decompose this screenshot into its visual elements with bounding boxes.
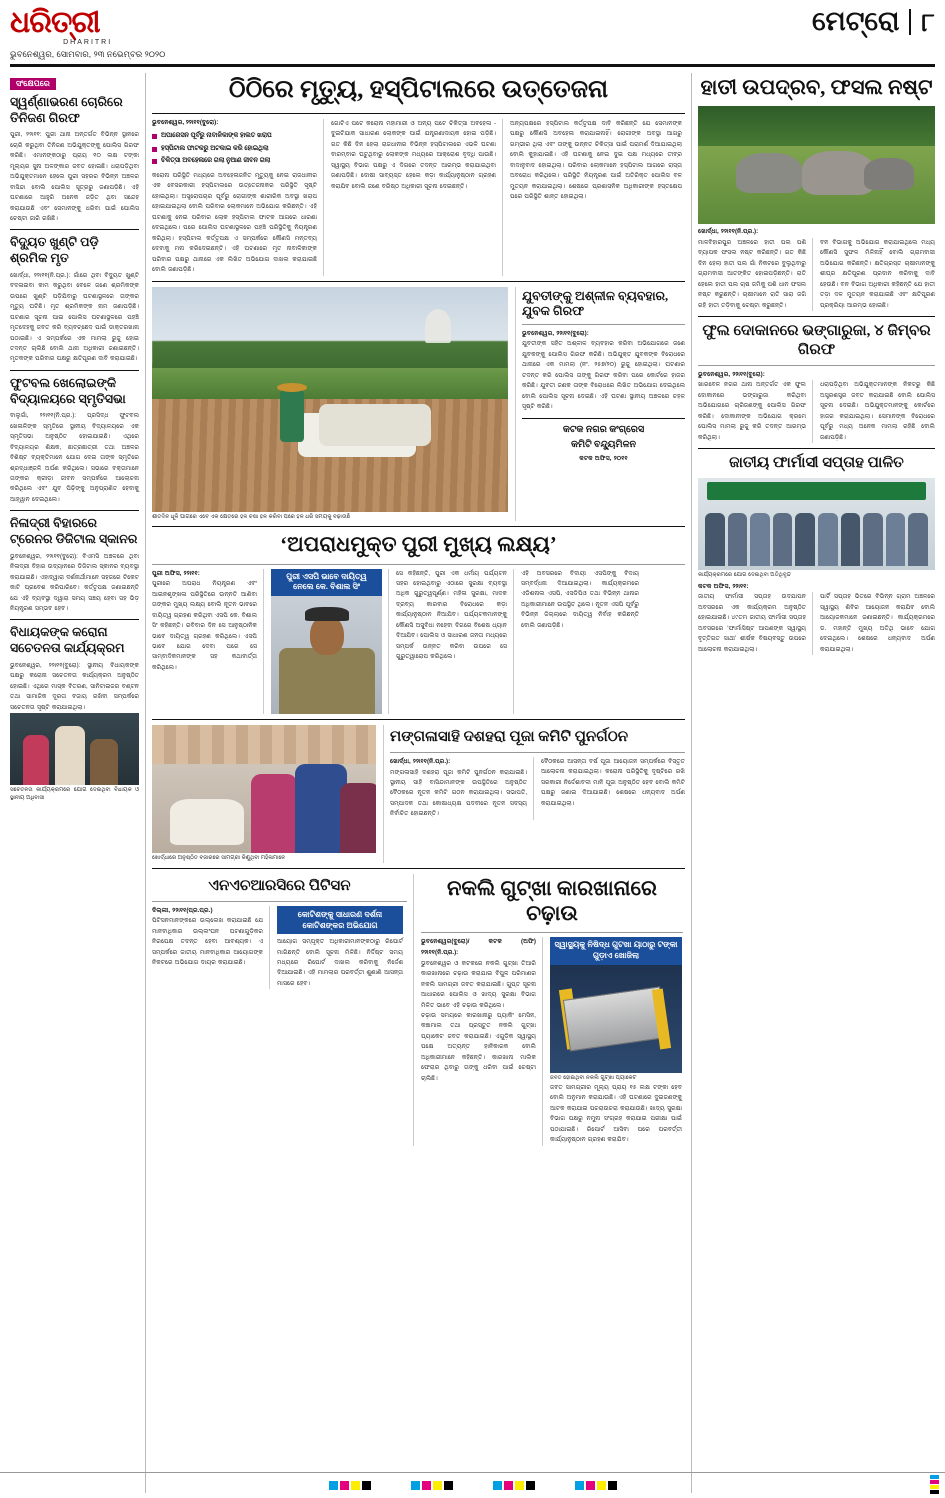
- congress-headline-line1: କଟକ ନଗର କଂଗ୍ରେସ: [562, 424, 645, 435]
- nhrc-headline: ଏନଏଚଆରସିରେ ପିଟିସନ: [208, 877, 351, 894]
- logo-text: ଧରିତ୍ରୀ: [10, 6, 100, 39]
- gutkha-article: [421, 874, 683, 1146]
- nhrc-col-2: ଆୟୋଗ ସମ୍ପୃକ୍ତ ଅଧିକାରୀମାନଙ୍କଠାରୁ ରିପୋର୍ଟ ମାଗିଛନ୍ତି ବୋଲି ସୂଚନା ମିଳିଛି। ନିର୍ଦ୍ଦିଷ୍ଟ ସମୟ ମଧ୍ୟରେ ରିପୋର୍ଟ ଦାଖଲ କରିବାକୁ ନିର୍ଦ୍ଦେଶ ଦିଆଯାଇଛି। ଏହି ମାମଲାର ପରବର୍ତ୍ତୀ ଶୁଣାଣି ଆସନ୍ତା ମାସରେ ହେବ।: [277, 938, 403, 987]
- gutkha-photo-caption: ଜବତ ହୋଇଥିବା ନକଲି ଗୁଟ୍‌ଖା ପ୍ୟାକେଟ: [550, 1074, 637, 1081]
- section-header: [812, 8, 935, 35]
- pharmacy-group-photo: [698, 478, 935, 570]
- dashahara-headline: ମଙ୍ଗଳାସାହି ଦଶହରା ପୂଜା କମିଟି ପୁନର୍ଗଠନ: [390, 729, 629, 746]
- color-swatch: [575, 1481, 617, 1490]
- brief-body: ଭୁବନେଶ୍ୱର, ୨୨ା୧୧(ବୁରୋ): ବିଏମସି ଅଞ୍ଚଳରେ ଥିବା ନିଳାଦ୍ରୀ ବିହାର ଉଦ୍ୟାନରେ ଡିଜିଟାଲ ସ୍କାନର ବ୍ୟବସ୍ଥା କରାଯାଇଛି। ଏହାଦ୍ୱାରା ଦର୍ଶନାର୍ଥୀମାନେ ସହଜରେ ଟିକେଟ କାଟି ପ୍ରବେଶ କରିପାରିବେ। କର୍ତ୍ତୃପକ୍ଷ ଜଣାଇଛନ୍ତି ଯେ ଏହି ବ୍ୟବସ୍ଥା ଦ୍ୱାରା ସମୟ ସଞ୍ଚୟ ହେବା ସହ ଭିଡ଼ ନିୟନ୍ତ୍ରଣ ସମ୍ଭବ ହେବ।: [10, 552, 139, 612]
- elephant-photo: [698, 106, 935, 224]
- protest-photo: [10, 713, 139, 785]
- ploughing-photo: [152, 287, 508, 512]
- brief-headline: ଫୁଟବଲ ଖେଲୋଇଙ୍କି ବିଦ୍ୟାଳୟରେ ସ୍ମୃତିସଭା: [10, 375, 126, 406]
- police-officer-photo: [271, 596, 382, 714]
- brief-item: [10, 516, 139, 614]
- right-column: [691, 73, 935, 1493]
- lead-col-3: ଅନ୍ୟପକ୍ଷରେ ହସ୍ପିଟାଲ କର୍ତ୍ତୃପକ୍ଷ ଦାବି କରିଛନ୍ତି ଯେ ସେମାନଙ୍କ ପକ୍ଷରୁ କୌଣସି ଅବହେଳା କରାଯାଇନାହିଁ। ରୋଗୀଙ୍କ ଅବସ୍ଥା ଆଗରୁ ଗମ୍ଭୀର ଥିଲା ଏବଂ ତାଙ୍କୁ ଉନ୍ନତ ଚିକିତ୍ସା ପାଇଁ ପରାମର୍ଶ ଦିଆଯାଇଥିଲା ବୋଲି କୁହାଯାଇଛି। ଏହି ଘଟଣାକୁ ନେଇ ଦୁଇ ପକ୍ଷ ମଧ୍ୟରେ ତୀବ୍ର ବାଦାନୁବାଦ ହୋଇଥିଲା। ପରିବାର ଲୋକମାନେ ହସ୍ପିଟାଲ ଆଗରେ ରାସ୍ତା ଅବରୋଧ କରିଥିଲେ। ପରିସ୍ଥିତି ନିୟନ୍ତ୍ରଣ ପାଇଁ ଅତିରିକ୍ତ ପୋଲିସ ବଳ ମୁତୟନ କରାଯାଇଥିଲା। ଶେଷରେ ପ୍ରଶାସନିକ ଅଧିକାରୀଙ୍କ ହସ୍ତକ୍ଷେପ ପରେ ପରିସ୍ଥିତି ଶାନ୍ତ ହୋଇଥିଲା।: [510, 120, 682, 201]
- flower-headline: ଫୁଲ ଦୋକାନରେ ଭଙ୍ଗାରୁଜା, ୪ ଜିମ୍ବର ଗିରଫ: [702, 323, 931, 358]
- middle-column: [145, 73, 685, 1493]
- elephant-headline: ହାତୀ ଉପଦ୍ରବ, ଫସଲ ନଷ୍ଟ: [700, 75, 933, 99]
- corner-registration-marks: [930, 1475, 939, 1494]
- congress-dateline: କଟକ ଅଫିସ, ୨୦୧୧: [579, 455, 628, 463]
- gutkha-headline: ନକଲି ଗୁଟ୍‌ଖା କାରଖାନାରେ ଚଢ଼ାଉ: [447, 875, 657, 926]
- lead-bullet: ଚିକିତ୍ସା ଅବହେଳାରେ ଗଲା ନୁଆଣ ଜୀବନ ଗଲା: [152, 156, 317, 166]
- flower-col-1: ଖାରବେଳ ନଗର ଥାନା ଅନ୍ତର୍ଗତ ଏକ ଫୁଲ ଦୋକାନରେ ଭଙ୍ଗାରୁଜା କରିଥିବା ଅଭିଯୋଗରେ ଚାରିଜଣଙ୍କୁ ପୋଲିସ ଗିରଫ କରିଛି। ଦୋକାନୀଙ୍କ ଅଭିଯୋଗ କ୍ରମେ ପୋଲିସ ମାମଲା ରୁଜୁ କରି ତଦନ୍ତ ଆରମ୍ଭ କରିଥିଲା।: [698, 380, 813, 443]
- nhrc-dateline: ଦିଲ୍ଲୀ, ୨୨ା୧୧(ପ୍ର.ପ୍ର.): [152, 906, 213, 914]
- edition-dateline: ଭୁବନେଶ୍ୱର, ସୋମବାର, ୨୩ ନଭେମ୍ବର ୨୦୨୦: [10, 49, 166, 59]
- dashahara-col-1: ମଙ୍ଗଳାସାହି ଦଶହରା ପୂଜା କମିଟି ପୁନର୍ଗଠନ କରାଯାଇଛି। ସ୍ଥାନୀୟ ସାହି ବାସିନ୍ଦାମାନଙ୍କ ଉପସ୍ଥିତିରେ ଅନୁଷ୍ଠିତ ବୈଠକରେ ନୂତନ କମିଟି ଗଠନ କରାଯାଇଥିଲା। ସଭାପତି, ସମ୍ପାଦକ ତଥା କୋଷାଧ୍ୟକ୍ଷ ପଦବୀରେ ନୂତନ ସଦସ୍ୟ ନିର୍ବାଚିତ ହୋଇଛନ୍ତି।: [390, 768, 528, 818]
- lead-col-2: ଗୋଟିଏ ପଟେ କରୋନା ମହାମାରୀ ଓ ଅନ୍ୟ ପଟେ ଚିକିତ୍ସା ଅବହେଳା - ଦୁଇଟିଯାକ ସାଧାରଣ ଲୋକଙ୍କ ପାଇଁ ଯନ୍ତ୍ରଣାଦାୟକ ହୋଇ ପଡ଼ିଛି। ଗତ କିଛି ଦିନ ହେଲା ରାଜଧାନୀର ବିଭିନ୍ନ ହସ୍ପିଟାଲରେ ଏଭଳି ଘଟଣା ବାରମ୍ବାର ଘଟୁଥିବାରୁ ଲୋକଙ୍କ ମଧ୍ୟରେ ଆକ୍ରୋଶ ବୃଦ୍ଧି ପାଉଛି। ସ୍ୱାସ୍ଥ୍ୟ ବିଭାଗ ପକ୍ଷରୁ ଏ ଦିଗରେ ତଦନ୍ତ ଆରମ୍ଭ କରାଯାଇଥିବା ଜଣାପଡ଼ିଛି। ଦୋଷୀ ସାବ୍ୟସ୍ତ ହେଲେ କଡ଼ା କାର୍ଯ୍ୟାନୁଷ୍ଠାନ ଗ୍ରହଣ କରାଯିବ ବୋଲି ଜଣେ ବରିଷ୍ଠ ଅଧିକାରୀ ସୂଚନା ଦେଇଛନ୍ତି।: [331, 119, 503, 276]
- gutkha-packet-photo: [550, 965, 682, 1073]
- gutkha-col-3: ଜବତ ସାମଗ୍ରୀର ମୂଲ୍ୟ ପ୍ରାୟ ୧୫ ଲକ୍ଷ ଟଙ୍କା ହେବ ବୋଲି ଅନୁମାନ କରାଯାଉଛି। ଏହି ଘଟଣାରେ ଦୁଇଜଣଙ୍କୁ ଆଟକ କରାଯାଇ ପଚରାଉଚରା କରାଯାଉଛି। ଖାଦ୍ୟ ସୁରକ୍ଷା ବିଭାଗ ପକ୍ଷରୁ ନମୁନା ସଂଗ୍ରହ କରାଯାଇ ପରୀକ୍ଷା ପାଇଁ ପଠାଯାଇଛି। ରିପୋର୍ଟ ଆସିବା ପରେ ପରବର୍ତ୍ତୀ କାର୍ଯ୍ୟାନୁଷ୍ଠାନ ଗ୍ରହଣ କରାଯିବ।: [550, 1083, 682, 1144]
- page-number: ୮: [909, 9, 935, 35]
- gutkha-photo-blue-caption: ସ୍ୱାସ୍ଥ୍ୟକୁ ନିଷିଦ୍ଧ ଗୁଟଖା ୟାଠାରୁ ଟଙ୍କା ଗୁଡ଼ାଏ ଖୋଜିଲା: [550, 937, 682, 965]
- pharmacy-col-2: ପାର୍ଟି ସପ୍ତାହ ଭିତରେ ବିଭିନ୍ନ ଗ୍ରାମ ଅଞ୍ଚଳରେ ସ୍ୱାସ୍ଥ୍ୟ ଶିବିର ଆୟୋଜନ କରାଯିବ ବୋଲି ଆୟୋଜକମାନେ ଜଣାଇଛନ୍ତି। କାର୍ଯ୍ୟକ୍ରମରେ ଡ. ମହାନ୍ତି ମୁଖ୍ୟ ଅତିଥି ଭାବେ ଯୋଗ ଦେଇଥିଲେ। ଶେଷରେ ଧନ୍ୟବାଦ ଅର୍ପଣ କରାଯାଇଥିଲା।: [820, 593, 935, 653]
- brief-body: ପୁରୀ, ୨୨ା୧୧: ପୁରୀ ଥାନା ଅନ୍ତର୍ଗତ ବିଭିନ୍ନ ସ୍ଥାନରେ ଚୋରି କରୁଥିବା ତିନିଜଣ ଅଭିଯୁକ୍ତଙ୍କୁ ପୋଲିସ ଗିରଫ କରିଛି। ଏମାନଙ୍କଠାରୁ ପ୍ରାୟ ୧୦ ଲକ୍ଷ ଟଙ୍କା ମୂଲ୍ୟର ସୁନା ଅଳଙ୍କାର ଜବତ ହୋଇଛି। ଧରାପଡ଼ିଥିବା ଅଭିଯୁକ୍ତମାନେ ହେଲେ ପୁରୀ ସହରର ବିଭିନ୍ନ ଅଞ୍ଚଳର ବାସିନ୍ଦା ବୋଲି ପୋଲିସ ସୂତ୍ରରୁ ଜଣାପଡ଼ିଛି। ଏହି ଘଟଣାରେ ଆହୁରି ଅନେକ ଜଡ଼ିତ ଥିବା ସନ୍ଦେହ କରାଯାଉଛି ଏବଂ ସେମାନଙ୍କୁ ଧରିବା ପାଇଁ ପୋଲିସ ଚେଷ୍ଟା ଜାରି ରଖିଛି।: [10, 131, 139, 222]
- pharmacy-dateline: କଟକ ଅଫିସ, ୨୨ା୧୧:: [698, 582, 749, 590]
- lead-bullet: ଅପାରେସନ ପୂର୍ବରୁ ନାବାଳିକାଙ୍କ ହାଲତ ଖରାପ: [152, 131, 317, 141]
- pharmacy-body: [698, 592, 935, 655]
- nhrc-article: [152, 874, 414, 1146]
- youth-arrest-headline: ଯୁବତୀଙ୍କୁ ଅଶ୍ଳୀଳ ବ୍ୟବହାର, ଯୁବକ ଗିରଫ: [522, 288, 669, 319]
- officer-photo-block: [271, 569, 389, 715]
- dashahara-col-2: ବୈଠକରେ ଆସନ୍ତା ବର୍ଷ ପୂଜା ଆୟୋଜନ ସମ୍ପର୍କରେ ବିସ୍ତୃତ ଆଲୋଚନା କରାଯାଇଥିଲା। କରୋନା ପରିସ୍ଥିତିକୁ ଦୃଷ୍ଟିରେ ରଖି ସରକାରୀ ନିର୍ଦ୍ଦେଶାବଳୀ ମାନି ପୂଜା ଅନୁଷ୍ଠିତ ହେବ ବୋଲି କମିଟି ପକ୍ଷରୁ ଜଣାଇ ଦିଆଯାଇଛି। ଶେଷରେ ଧନ୍ୟବାଦ ଅର୍ପଣ କରାଯାଇଥିଲା।: [541, 757, 685, 807]
- lead-bullet: ହସ୍ପିଟାଲ ଫାଟକରୁ ଅଟକାଇ କରି ହୋଇଥିଲା: [152, 144, 317, 154]
- gutkha-col-1: ଭୁବନେଶ୍ୱର ଓ କଟକରେ ନକଲି ଗୁଟ୍‌ଖା ତିଆରି କାରଖାନାରେ ଚଢ଼ାଉ କରାଯାଇ ବିପୁଳ ପରିମାଣର ନକଲି ସାମଗ୍ରୀ ଜବତ କରାଯାଇଛି। ଗୁପ୍ତ ସୂଚନା ଆଧାରରେ ପୋଲିସ ଓ ଖାଦ୍ୟ ସୁରକ୍ଷା ବିଭାଗ ମିଳିତ ଭାବେ ଏହି ଚଢ଼ାଉ କରିଥିଲେ।: [421, 959, 536, 1009]
- brief-body: ଭୁବନେଶ୍ୱର, ୨୨ା୧୧(ବୁରୋ): ସ୍ଥାନୀୟ ବିଧାୟକଙ୍କ ପକ୍ଷରୁ କରୋନା ସଚେତନତା କାର୍ଯ୍ୟକ୍ରମ ଅନୁଷ୍ଠିତ ହୋଇଛି। ଏଥିରେ ମାସ୍କ ବିତରଣ, ସାନିଟାଇଜର ବଣ୍ଟନ ତଥା ସାମାଜିକ ଦୂରତା ବଜାୟ ରଖିବା ସମ୍ପର୍କରେ ସଚେତନତା ସୃଷ୍ଟି କରାଯାଇଥିଲା।: [10, 661, 139, 711]
- page-grid: [10, 73, 935, 1493]
- youth-arrest-body: ଯୁବତୀଙ୍କ ସହିତ ଅଶ୍ଳୀଳ ବ୍ୟବହାର କରିବା ଅଭିଯୋଗରେ ଜଣେ ଯୁବକଙ୍କୁ ପୋଲିସ ଗିରଫ କରିଛି। ଅଭିଯୁକ୍ତ ଯୁବକଙ୍କ ବିରୋଧରେ ଥାନାରେ ଏକ ମାମଲା (ନଂ. ୨୫୭/୨୦) ରୁଜୁ ହୋଇଥିଲା। ଘଟଣାର ତଦନ୍ତ କରି ପୋଲିସ ତାଙ୍କୁ ଗିରଫ କରିବା ପରେ କୋର୍ଟରେ ହାଜର କରିଛି। ଯୁବତୀ ଜଣକ ତାଙ୍କ ବିରୋଧରେ ଲିଖିତ ଅଭିଯୋଗ ଦେଇଥିଲେ ବୋଲି ପୋଲିସ ସୂଚନା ଦେଇଛି। ଏହି ଘଟଣା ସ୍ଥାନୀୟ ଅଞ୍ଚଳରେ ଚହଳ ସୃଷ୍ଟି କରିଛି।: [522, 340, 685, 411]
- print-registration-footer: [0, 1472, 945, 1498]
- masthead: [10, 8, 935, 67]
- elephant-body: [698, 238, 935, 311]
- section-title: ମେଟ୍ରୋ: [811, 6, 900, 36]
- photo-and-youth-block: [152, 287, 685, 522]
- pharmacy-headline: ଜାତୀୟ ଫାର୍ମାସୀ ସପ୍ତାହ ପାଳିତ: [729, 455, 904, 472]
- nhrc-col-1: ପିଟିସନମାନଙ୍କରେ ଉଲ୍ଲେଖ କରାଯାଇଛି ଯେ ମାନବାଧିକାର ଉଲ୍ଲଂଘନ ଘଟଣାଗୁଡ଼ିକର ନିରପେକ୍ଷ ତଦନ୍ତ ହେବା ଆବଶ୍ୟକ। ଏ ସମ୍ପର୍କରେ ଜାତୀୟ ମାନବାଧିକାର ଆୟୋଗଙ୍କ ନିକଟରେ ଅଭିଯୋଗ ଦାୟର କରାଯାଇଛି।: [152, 917, 263, 967]
- puri-headline: ‘ଅପରାଧମୁକ୍ତ ପୁରୀ ମୁଖ୍ୟ ଲକ୍ଷ୍ୟ’: [280, 532, 557, 557]
- bottom-block: [152, 874, 685, 1146]
- pharmacy-photo-caption: କାର୍ଯ୍ୟକ୍ରମରେ ଯୋଗ ଦେଇଥିବା ଅତିଥିବୃନ୍ଦ: [698, 571, 791, 578]
- brief-item: [10, 376, 139, 505]
- protest-photo-caption: ସଚେତନତା କାର୍ଯ୍ୟକ୍ରମରେ ଯୋଗ ଦେଇଥିବା ବିଧାୟକ ଓ ସ୍ଥାନୀୟ ଅଧିବାସୀ: [10, 787, 139, 801]
- youth-arrest-dateline: ଭୁବନେଶ୍ୱର, ୨୨ା୧୧(ବୁରୋ):: [522, 329, 589, 337]
- color-swatch: [411, 1481, 453, 1490]
- gutkha-col-2: ଚଢ଼ାଉ ସମୟରେ କାରଖାନାରୁ ପ୍ୟାକିଂ ମେସିନ, କଞ୍ଚାମାଲ ତଥା ପ୍ରସ୍ତୁତ ନକଲି ଗୁଟ୍‌ଖା ପ୍ୟାକେଟ ଜବତ କରାଯାଇଛି। ଏଗୁଡ଼ିକ ସ୍ୱାସ୍ଥ୍ୟ ପକ୍ଷେ ଅତ୍ୟନ୍ତ ହାନିକାରକ ବୋଲି ଅଧିକାରୀମାନେ କହିଛନ୍ତି। କାରଖାନା ମାଲିକ ଫେରାର ଥିବାରୁ ତାଙ୍କୁ ଧରିବା ପାଇଁ ଚେଷ୍ଟା ଚାଲିଛି।: [421, 1011, 536, 1082]
- puri-body: [152, 569, 685, 715]
- brief-body: ବାଲୁଗାଁ, ୨୨ା୧୧(ନି.ପ୍ର.): ପ୍ରସିଦ୍ଧ ଫୁଟବଲ ଖେଳାଳିଙ୍କ ସ୍ମୃତିରେ ସ୍ଥାନୀୟ ବିଦ୍ୟାଳୟରେ ଏକ ସ୍ମୃତିସଭା ଅନୁଷ୍ଠିତ ହୋଇଯାଇଛି। ଏଥିରେ ବିଦ୍ୟାଳୟର ଶିକ୍ଷକ, ଛାତ୍ରଛାତ୍ରୀ ତଥା ଅଞ୍ଚଳର ବିଶିଷ୍ଟ ବ୍ୟକ୍ତିମାନେ ଯୋଗ ଦେଇ ତାଙ୍କ ସ୍ମୃତିରେ ଶ୍ରଦ୍ଧାଞ୍ଜଳି ଅର୍ପଣ କରିଥିଲେ। ସଭାରେ ବକ୍ତାମାନେ ତାଙ୍କର କ୍ରୀଡ଼ା ଜୀବନ ସମ୍ପର୍କରେ ଆଲୋଚନା କରିଥିଲେ ଏବଂ ଯୁବ ପିଢ଼ିଙ୍କୁ ଅନୁପ୍ରାଣିତ ହେବାକୁ ଆହ୍ୱାନ ଦେଇଥିଲେ।: [10, 412, 139, 503]
- color-swatch: [493, 1481, 535, 1490]
- puri-col-3: ଏହି ଅବସରରେ ବିଦାୟୀ ଏସପିଙ୍କୁ ବିଦାୟ ସମ୍ବର୍ଦ୍ଧନା ଦିଆଯାଇଥିଲା। କାର୍ଯ୍ୟକ୍ରମରେ ଏଡିଶନାଲ ଏସପି, ଏସଡିପିଓ ତଥା ବିଭିନ୍ନ ଥାନାର ଅଧିକାରୀମାନେ ଉପସ୍ଥିତ ଥିଲେ। ନୂତନ ଏସପି ପୂର୍ବରୁ ବିଭିନ୍ନ ଜିଲ୍ଲାରେ ଦାୟିତ୍ୱ ନିର୍ବାହ କରିଛନ୍ତି ବୋଲି ଜଣାପଡ଼ିଛି।: [521, 569, 639, 629]
- market-dashahara-block: [152, 725, 685, 863]
- youth-arrest-article: [515, 287, 685, 522]
- gutkha-dateline: ଭୁବନେଶ୍ୱର(ବୁରୋ)/ କଟକ (ଅଫି) ୨୨ା୧୧(ନି.ପ୍ର.):: [421, 938, 536, 956]
- market-photo-caption: ଖୋର୍ଦ୍ଧାରେ ଅନୁଷ୍ଠିତ ବଜାରରେ ସାମଗ୍ରୀ କିଣୁଥିବା ମହିଳାମାନେ: [152, 855, 286, 862]
- newspaper-logo: [10, 8, 165, 60]
- flower-col-2: ଧରାପଡ଼ିଥିବା ଅଭିଯୁକ୍ତମାନଙ୍କ ନିକଟରୁ କିଛି ଅସ୍ତ୍ରଶସ୍ତ୍ର ଜବତ କରାଯାଇଛି ବୋଲି ପୋଲିସ ସୂଚନା ଦେଇଛି। ଅଭିଯୁକ୍ତମାନଙ୍କୁ କୋର୍ଟରେ ହାଜର କରାଯାଇଥିଲା। ସେମାନଙ୍କ ବିରୋଧରେ ପୂର୍ବରୁ ମଧ୍ୟ ଅନେକ ମାମଲା ରହିଛି ବୋଲି ଜଣାପଡ଼ିଛି।: [820, 381, 935, 441]
- elephant-col-1: ମାଳବିହାରପୁର ଅଞ୍ଚଳରେ ହାତୀ ପଲ ପଶି ବ୍ୟାପକ ଫସଲ ନଷ୍ଟ କରିଛନ୍ତି। ଗତ କିଛି ଦିନ ହେଲା ହାତୀ ପଲ ଗାଁ ନିକଟରେ ବୁଲୁଥିବାରୁ ଗ୍ରାମବାସୀ ଆତଙ୍କିତ ହୋଇପଡ଼ିଛନ୍ତି। ରାତି ହେଲେ ହାତୀ ପଲ ଚାଷ ଜମିକୁ ପଶି ଧାନ ଫସଲ ନଷ୍ଟ କରୁଛନ୍ତି। ଚାଷୀମାନେ ରାତି ସାରା ଜଗି ରହି ହାତୀ ତଡ଼ିବାକୁ ଚେଷ୍ଟା କରୁଛନ୍ତି।: [698, 238, 813, 311]
- ploughing-photo-caption: ଶୀତଦିନ ଧୂଳି ପାଗରେ ଏବେ ଏକ କ୍ଷେତରେ ହଳ ଚଷା ହଳ କରିବା ପରେ ହଳ ଧରି ସମୟକୁ ବଢ଼ାଉଛି: [152, 513, 351, 520]
- brief-body: ଖୋର୍ଦ୍ଧା, ୨୨ା୧୧(ନି.ପ୍ର.): ଗାଁରେ ଥିବା ବିଦ୍ୟୁତ ଖୁଣ୍ଟି ବଦଳାଇବା କାମ କରୁଥିବା ବେଳେ ଜଣେ ଶ୍ରମିକଙ୍କ ଉପରେ ଖୁଣ୍ଟି ପଡ଼ିଯିବାରୁ ଘଟଣାସ୍ଥଳରେ ତାଙ୍କର ମୃତ୍ୟୁ ଘଟିଛି। ମୃତ ଶ୍ରମିକଙ୍କ ନାମ ଜଣାପଡ଼ିଛି। ଘଟଣାର ସୂଚନା ପାଇ ପୋଲିସ ଘଟଣାସ୍ଥଳରେ ପହଞ୍ଚି ମୃତଦେହକୁ ଜବତ କରି ବ୍ୟବଚ୍ଛେଦ ପାଇଁ ଡାକ୍ତରଖାନା ପଠାଇଛି। ଏ ସମ୍ପର୍କରେ ଏକ ମାମଲା ରୁଜୁ ହୋଇ ତଦନ୍ତ ଚାଲିଛି ବୋଲି ଥାନା ଅଧିକାରୀ ଜଣାଇଛନ୍ତି। ମୃତକଙ୍କ ପରିବାର ପକ୍ଷରୁ କ୍ଷତିପୂରଣ ଦାବି କରାଯାଇଛି।: [10, 271, 139, 363]
- dashahara-dateline: ଖୋର୍ଦ୍ଧା, ୨୨ା୧୧(ନି.ପ୍ର.):: [390, 757, 451, 765]
- left-column: [10, 73, 139, 1493]
- logo-subtext: DHARITRI: [63, 39, 113, 46]
- elephant-dateline: ଖୋର୍ଦ୍ଧା, ୨୨ା୧୧(ନି.ପ୍ର.):: [698, 228, 759, 236]
- lead-bullets: [152, 131, 317, 166]
- color-swatch: [329, 1481, 371, 1490]
- market-photo: [152, 725, 376, 853]
- lead-dateline: ଭୁବନେଶ୍ୱର, ୨୨ା୧୧(ବୁରୋ):: [152, 119, 219, 126]
- flower-body: [698, 380, 935, 443]
- pharmacy-col-1: ଜାତୀୟ ଫାର୍ମାସୀ ସପ୍ତାହ ଉଦଯାପନ ଅବସରରେ ଏକ କାର୍ଯ୍ୟକ୍ରମ ଅନୁଷ୍ଠିତ ହୋଇଯାଇଛି। ୪୯ତମ ଜାତୀୟ ଫାର୍ମାସୀ ସପ୍ତାହ ଅବସରରେ ‘ଫାର୍ମାସିଷ୍ଟ ଆପଣଙ୍କ ସ୍ୱାସ୍ଥ୍ୟ ବୃତ୍ତିଗତ ସାଥୀ’ ଶୀର୍ଷକ ବିଷୟବସ୍ତୁ ଉପରେ ଆଲୋଚନା କରାଯାଇଥିଲା।: [698, 592, 813, 655]
- brief-headline: ସ୍ୱର୍ଣ୍ଣାଭରଣ ଚୋରିରେ ତିନିଜଣ ଗିରଫ: [10, 95, 123, 125]
- brief-headline: ନିଳାଦ୍ରୀ ବିହାରରେ ଟ୍ରେନର ଡିଜିଟାଲ ସ୍କାନର: [10, 516, 138, 547]
- flower-dateline: ଭୁବନେଶ୍ୱର, ୨୨ା୧୧(ବୁରୋ):: [698, 370, 765, 378]
- brief-headline: ବିଦ୍ୟୁତ ଖୁଣ୍ଟି ପଡ଼ି ଶ୍ରମିକ ମୃତ: [10, 235, 99, 266]
- brief-item: [10, 235, 139, 364]
- puri-col-1: ପୁରୀରେ ଅପରାଧ ନିୟନ୍ତ୍ରଣ ଏବଂ ଆଇନଶୃଙ୍ଖଳା ପରିସ୍ଥିତିରେ ଉନ୍ନତି ଆଣିବା ତାଙ୍କର ମୁଖ୍ୟ ଲକ୍ଷ୍ୟ ବୋଲି ନୂତନ ଭାବରେ ଦାୟିତ୍ୱ ଗ୍ରହଣ କରିଥିବା ଏସପି କେ. ବିଶାଲ ସିଂ କହିଛନ୍ତି। ରବିବାର ଦିନ ସେ ଆନୁଷ୍ଠାନିକ ଭାବେ ଦାୟିତ୍ୱ ଗ୍ରହଣ କରିଥିଲେ। ଏସପି ଭାବେ ଯୋଗ ଦେବା ପରେ ସେ ସାମ୍ବାଦିକମାନଙ୍କ ସହ କଥାବାର୍ତ୍ତା କରିଥିଲେ।: [152, 580, 257, 671]
- brief-item: [10, 625, 139, 713]
- officer-photo-caption: ପୁରୀ ଏସପି ଭାବେ ଦାୟିତ୍ୱ ନେଲେ କେ. ବିଶାଲ ସିଂ: [271, 569, 382, 597]
- congress-headline-line2: କମିଟି ବନ୍ଦ୍ୟୁମିଳନ: [570, 440, 637, 451]
- brief-item: [10, 95, 139, 224]
- brief-kicker: ସଂକ୍ଷେପରେ: [10, 78, 56, 90]
- lead-col-1: କରୋନା ପରିସ୍ଥିତି ମଧ୍ୟରେ ଅବହେଳାଜନିତ ମୃତ୍ୟୁକୁ ନେଇ ରାଜଧାନୀର ଏକ ବେସରକାରୀ ହସ୍ପିଟାଲରେ ଉତ୍ତେଜନାକର ପରିସ୍ଥିତି ସୃଷ୍ଟି ହୋଇଥିଲା। ଅସ୍ତ୍ରୋପଚାର ପୂର୍ବରୁ ରୋଗୀଙ୍କ ଶାରୀରିକ ଅବସ୍ଥା ଖରାପ ହୋଇଯାଇଥିଲା ବୋଲି ପରିବାର ଲୋକମାନେ ଅଭିଯୋଗ କରିଛନ୍ତି। ଏହି ଘଟଣାକୁ ନେଇ ପରିବାର ଲୋକ ହସ୍ପିଟାଲ ଫାଟକ ଆଗରେ ଧାରଣା ଦେଇଥିଲେ। ପରେ ପୋଲିସ ଘଟଣାସ୍ଥଳରେ ପହଞ୍ଚି ପରିସ୍ଥିତିକୁ ନିୟନ୍ତ୍ରଣ କରିଥିଲା। ହସ୍ପିଟାଲ କର୍ତ୍ତୃପକ୍ଷ ଏ ସମ୍ପର୍କରେ କୌଣସି ମନ୍ତବ୍ୟ ଦେବାକୁ ମନା କରିଦେଇଛନ୍ତି। ଏହି ଘଟଣାରେ ମୃତ ନାବାଳିକାଙ୍କ ପରିବାର ପକ୍ଷରୁ ଥାନାରେ ଏକ ଲିଖିତ ଅଭିଯୋଗ ଦାଖଲ କରାଯାଇଛି ବୋଲି ଜଣାପଡ଼ିଛି।: [152, 171, 317, 274]
- brief-headline: ବିଧାୟକଙ୍କ କରୋନା ସଚେତନତା କାର୍ଯ୍ୟକ୍ରମ: [10, 625, 125, 656]
- lead-headline: ଠିଠିରେ ମୃତ୍ୟୁ, ହସ୍ପିଟାଲରେ ଉତ୍ତେଜନା: [228, 76, 609, 103]
- dashahara-article: [383, 725, 685, 863]
- puri-dateline: ପୁରୀ ଅଫିସ, ୨୨ା୧୧:: [152, 569, 200, 577]
- puri-col-2: ସେ କହିଛନ୍ତି, ପୁରୀ ଏକ ଧର୍ମୀୟ ପର୍ଯ୍ୟଟନ ସହର ହୋଇଥିବାରୁ ଏଠାରେ ସୁରକ୍ଷା ବ୍ୟବସ୍ଥା ଅଧିକ ଗୁରୁତ୍ୱପୂର୍ଣ୍ଣ। ମହିଳା ସୁରକ୍ଷା, ମାଦକ ଦ୍ରବ୍ୟ କାରବାର ବିରୋଧରେ କଡ଼ା କାର୍ଯ୍ୟାନୁଷ୍ଠାନ ନିଆଯିବ। ପର୍ଯ୍ୟଟକମାନଙ୍କୁ କୌଣସି ଅସୁବିଧା ନହେବା ଦିଗରେ ବିଶେଷ ଧ୍ୟାନ ଦିଆଯିବ। ପୋଲିସ ଓ ସାଧାରଣ ଜନତା ମଧ୍ୟରେ ସମ୍ପର୍କ ଉନ୍ନତ କରିବା ଉପରେ ସେ ଗୁରୁତ୍ୱାରୋପ କରିଥିଲେ।: [396, 569, 514, 715]
- nhrc-blue-caption: କୋଟିଶଙ୍କୁ ସାଧାରଣ ଦର୍ଶନା କୋଟିଶଙ୍କର ଅଭିଯୋଗ: [277, 906, 403, 934]
- elephant-col-2: ବନ ବିଭାଗକୁ ଅଭିଯୋଗ କରାଯାଇଥିଲେ ମଧ୍ୟ କୌଣସି ସୁଫଳ ମିଳିନାହିଁ ବୋଲି ଗ୍ରାମବାସୀ ଅଭିଯୋଗ କରିଛନ୍ତି। କ୍ଷତିଗ୍ରସ୍ତ ଚାଷୀମାନଙ୍କୁ ଶୀଘ୍ର କ୍ଷତିପୂରଣ ପ୍ରଦାନ କରିବାକୁ ଦାବି ହେଉଛି। ବନ ବିଭାଗ ଅଧିକାରୀ କହିଛନ୍ତି ଯେ ହାତୀ ତଡ଼ା ଦଳ ମୁତୟନ କରାଯାଇଛି ଏବଂ କ୍ଷତିପୂରଣ ପ୍ରକ୍ରିୟା ଆରମ୍ଭ ହୋଇଛି।: [820, 238, 935, 309]
- lead-body: [152, 119, 685, 276]
